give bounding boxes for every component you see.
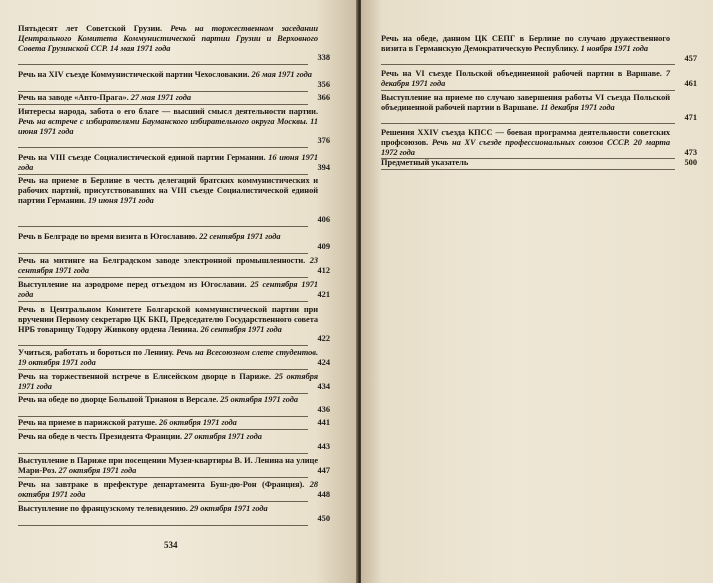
- contents-entry: [18, 24, 330, 63]
- entry-date: 26 мая 1971 года: [251, 70, 312, 79]
- entry-title: [18, 153, 318, 173]
- contents-entry: [18, 480, 330, 500]
- entry-divider: [381, 64, 675, 65]
- entry-title-text: Решения XXIV съезда КПСС — боевая программа деятельности советских профсоюзов.: [381, 128, 670, 147]
- entry-date: 1 ноября 1971 года: [580, 43, 649, 53]
- entry-page-number: 471: [684, 112, 697, 122]
- contents-entry: [381, 128, 697, 157]
- entry-title-text: Интересы народа, забота о его благе — высший смысл деятельности партии.: [18, 107, 318, 116]
- entry-title-text: Выступление на аэродроме перед отъездом из Югославии.: [18, 280, 247, 289]
- entry-date: 16 июня 1971 года: [18, 153, 319, 172]
- entry-title-text: Речь на XIV съезде Коммунистической партии Чехословакии.: [18, 70, 250, 79]
- entry-title: [381, 34, 670, 54]
- entry-title: [18, 70, 318, 80]
- entry-page-number: 422: [317, 334, 330, 344]
- entry-page-number: 394: [317, 162, 330, 172]
- contents-entry: [18, 280, 330, 300]
- entry-title-text: Речь на VIII съезде Социалистической единой партии Германии.: [18, 153, 266, 162]
- entry-date: 25 октября 1971 года: [18, 372, 318, 391]
- entry-divider: [18, 253, 308, 254]
- entry-title: [18, 432, 318, 442]
- entry-title-text: Выступление по французскому телевидению.: [18, 504, 188, 513]
- entry-divider: [381, 123, 675, 124]
- contents-entry: [18, 176, 330, 225]
- contents-entry: [18, 348, 330, 368]
- entry-title-text: Пятьдесят лет Советской Грузии.: [18, 24, 163, 33]
- entry-page-number: 356: [317, 79, 330, 89]
- entry-date: 28 октября 1971 года: [18, 480, 319, 499]
- contents-entry: [18, 372, 330, 392]
- entry-page-number: 500: [684, 158, 697, 167]
- contents-entry: [18, 395, 330, 415]
- contents-entry: [381, 93, 697, 122]
- entry-title: [18, 504, 318, 514]
- entry-page-number: 412: [317, 265, 330, 275]
- entry-date: 27 октября 1971 года: [184, 432, 262, 441]
- entry-title-text: Речь на приеме в парижской ратуше.: [18, 418, 157, 427]
- entry-divider: [18, 301, 308, 302]
- entry-title-text: Речь в Белграде во время визита в Югославию.: [18, 232, 198, 241]
- entry-date: 11 декабря 1971 года: [540, 102, 615, 112]
- entry-page-number: 366: [317, 93, 330, 102]
- contents-entry: [381, 34, 697, 63]
- entry-date: 27 октября 1971 года: [58, 465, 137, 475]
- entry-divider: [18, 174, 308, 175]
- contents-entry: [18, 418, 330, 428]
- entry-page-number: 434: [317, 381, 330, 391]
- entry-page-number: 338: [317, 53, 330, 63]
- entry-title: [18, 93, 318, 103]
- contents-entry: [18, 107, 330, 146]
- entry-title-text: Выступление в Париже при посещении Музея-квартиры В. И. Ленина на улице Мари-Роз.: [18, 456, 318, 475]
- entry-divider: [18, 277, 308, 278]
- entry-page-number: 473: [684, 147, 697, 157]
- entry-divider: [18, 525, 308, 526]
- contents-entry: [18, 305, 330, 344]
- entry-title-text: Речь на обеде во дворце Большой Трианон в Версале.: [18, 395, 219, 404]
- entry-page-number: 376: [317, 136, 330, 146]
- entry-page-number: 448: [317, 489, 330, 499]
- contents-entry: [18, 504, 330, 524]
- entry-divider: [18, 91, 308, 92]
- entry-divider: [18, 64, 308, 65]
- entry-page-number: 461: [684, 78, 697, 88]
- entry-page-number: 421: [317, 289, 330, 299]
- entry-title: [18, 232, 318, 242]
- entry-page-number: 443: [317, 441, 330, 451]
- entry-title-text: Речь на заводе «Авто-Прага».: [18, 93, 129, 102]
- entry-page-number: 441: [317, 418, 330, 427]
- entry-page-number: 450: [317, 513, 330, 523]
- entry-page-number: 457: [684, 53, 697, 63]
- entry-title: [18, 176, 318, 205]
- entry-date: Речь на Всесоюзном слете студентов. 19 октября 1971 года: [18, 348, 319, 367]
- entry-title: [18, 456, 318, 476]
- entry-date: 27 мая 1971 года: [130, 93, 192, 102]
- entry-date: Речь на XV съезде профессиональных союзов СССР. 20 марта 1972 года: [381, 137, 671, 157]
- entry-title-text: Речь на приеме в Берлине в честь делегаций братских коммунистических и рабочих партий, присутствовавших на VIII съезде Социалистической единой партии Германии.: [18, 176, 318, 205]
- entry-title: [381, 158, 670, 168]
- entry-divider: [18, 345, 308, 346]
- entry-title-text: Речь на завтраке в префектуре департамента Буш-дю-Рон (Франция).: [18, 480, 305, 489]
- entry-title-text: Речь в Центральном Комитете Болгарской коммунистической партии при вручении Первому секретарю ЦК БКП, Председателю Государственного совета НРБ товарищу Тодору Живкову ордена Ленина.: [18, 305, 318, 334]
- entry-title: [18, 480, 318, 500]
- entry-divider: [18, 477, 308, 478]
- right-contents-list: [361, 0, 713, 583]
- page-number: 534: [164, 540, 178, 550]
- contents-entry: [18, 153, 330, 173]
- entry-title: [18, 280, 318, 300]
- contents-entry: [381, 158, 697, 168]
- entry-divider: [18, 501, 308, 502]
- entry-title: [18, 372, 318, 392]
- contents-entry: [18, 456, 330, 476]
- entry-title-text: Речь на торжественной встрече в Елисейском дворце в Париже.: [18, 372, 271, 381]
- contents-entry: [18, 70, 330, 90]
- entry-date: 19 июня 1971 года: [88, 195, 154, 205]
- entry-divider: [18, 226, 308, 227]
- entry-title-text: Речь на обеде в честь Президента Франции.: [18, 432, 183, 441]
- entry-title: [18, 256, 318, 276]
- entry-title: [18, 348, 318, 368]
- entry-divider: [18, 429, 308, 430]
- entry-page-number: 406: [317, 215, 330, 225]
- entry-title: [18, 418, 318, 428]
- entry-date: Речь на встрече с избирателями Бауманского избирательного округа Москвы. 11 июня 1971 года: [18, 116, 318, 136]
- entry-title: [18, 107, 318, 136]
- entry-divider: [18, 416, 308, 417]
- entry-date: 25 октября 1971 года: [220, 395, 298, 404]
- entry-title-text: Учиться, работать и бороться по Ленину.: [18, 348, 174, 357]
- entry-date: 26 октября 1971 года: [159, 418, 237, 427]
- contents-entry: [18, 93, 330, 103]
- right-page: [361, 0, 713, 583]
- entry-divider: [381, 90, 675, 91]
- entry-page-number: 409: [317, 241, 330, 251]
- entry-divider: [18, 369, 308, 370]
- contents-entry: [18, 232, 330, 252]
- entry-page-number: 424: [317, 357, 330, 367]
- entry-divider: [18, 147, 308, 148]
- entry-title: [18, 395, 318, 405]
- entry-title: [381, 128, 670, 157]
- entry-title-text: Речь на митинге на Белградском заводе электронной промышленности.: [18, 256, 306, 265]
- entry-divider: [18, 453, 308, 454]
- entry-date: 23 сентября 1971 года: [18, 256, 318, 275]
- entry-title: [381, 69, 670, 89]
- entry-divider: [18, 104, 308, 105]
- entry-date: 25 сентября 1971 года: [18, 280, 318, 299]
- entry-divider: [381, 169, 675, 170]
- entry-date: 7 декабря 1971 года: [381, 69, 671, 88]
- entry-title: [18, 24, 318, 53]
- entry-title-text: Выступление на приеме по случаю завершения работы VI съезда Польской объединенной рабочей партии в Варшаве.: [381, 93, 670, 112]
- contents-entry: [18, 256, 330, 276]
- entry-date: 22 сентября 1971 года: [199, 232, 281, 241]
- entry-title-text: Предметный указатель: [381, 158, 469, 167]
- contents-entry: [18, 432, 330, 452]
- entry-divider: [18, 393, 308, 394]
- entry-date: 26 сентября 1971 года: [200, 324, 282, 334]
- entry-title: [381, 93, 670, 113]
- entry-title: [18, 305, 318, 334]
- entry-title-text: Речь на обеде, данном ЦК СЕПГ в Берлине по случаю дружественного визита в Германскую Демократическую Республику.: [381, 34, 670, 53]
- entry-page-number: 436: [317, 404, 330, 414]
- entry-date: 29 октября 1971 года: [189, 504, 268, 513]
- entry-page-number: 447: [317, 465, 330, 475]
- entry-title-text: Речь на VI съезде Польской объединенной рабочей партии в Варшаве.: [381, 69, 662, 78]
- entry-date: Речь на торжественном заседании Центрального Комитета Коммунистической партии Грузии и Верховного Совета Грузинской ССР. 14 мая 1971 года: [18, 24, 319, 53]
- contents-entry: [381, 69, 697, 89]
